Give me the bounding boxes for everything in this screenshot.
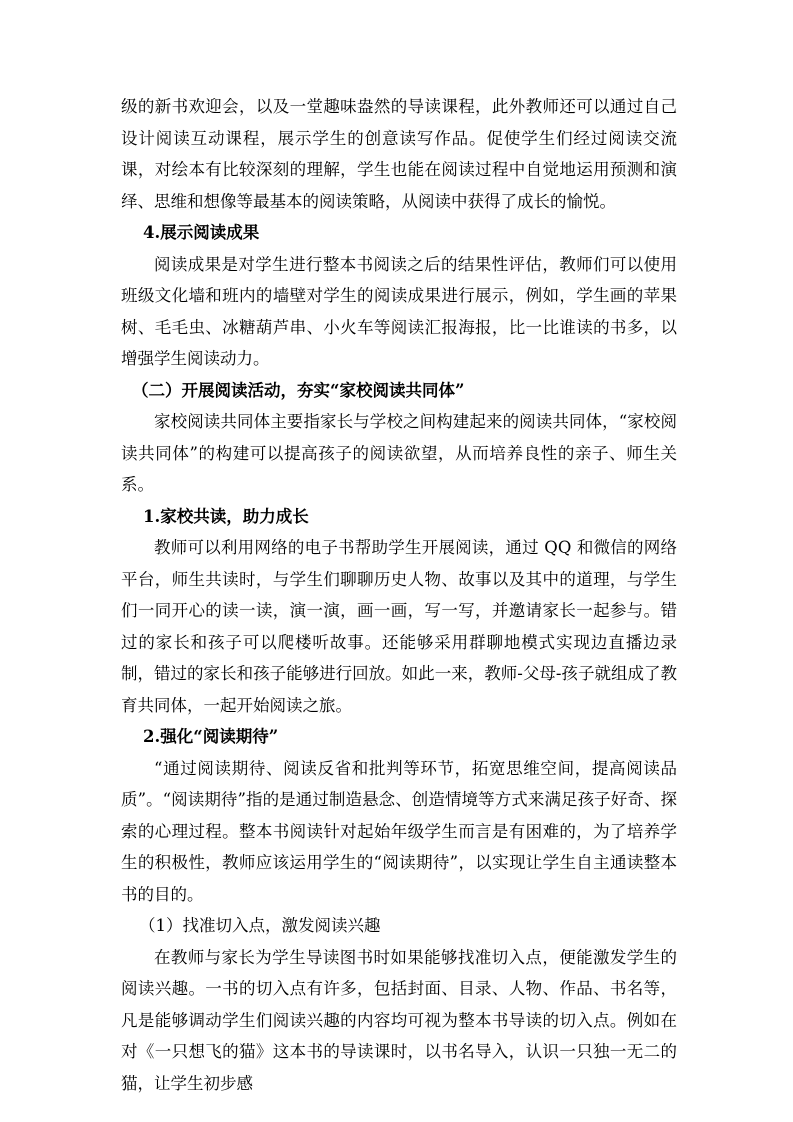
section-heading-reading-activities: （二）开展阅读活动，夯实“家校阅读共同体” xyxy=(132,380,465,400)
paragraph-reading-results: 阅读成果是对学生进行整本书阅读之后的结果性评估，教师们可以使用班级文化墙和班内的墙壁对学生的阅读成果进行展示，例如，学生画的苹果树、毛毛虫、冰糖葫芦串、小火车等阅读汇报海报，比一比谁读的书多，以增强学生阅读动力。 xyxy=(121,254,677,368)
section-heading-display-results: 4.展示阅读成果 xyxy=(143,223,260,242)
paragraph-home-school-community: 家校阅读共同体主要指家长与学校之间构建起来的阅读共同体，“家校阅读共同体”的构建可以提高孩子的阅读欲望，从而培养良性的亲子、师生关系。 xyxy=(121,412,677,494)
section-heading-reading-expectation: 2.强化“阅读期待” xyxy=(143,727,279,746)
paragraph-reading-expectation: “通过阅读期待、阅读反省和批判等环节，拓宽思维空间，提高阅读品质”。“阅读期待”指的是通过制造悬念、创造情境等方式来满足孩子好奇、探索的心理过程。整本书阅读针对起始年级学生而言是有困难的，为了培养学生的积极性，教师应该运用学生的“阅读期待”，以实现让学生自主通读整本书的目的。 xyxy=(121,758,677,904)
subsection-heading-entry-point: （1）找准切入点，激发阅读兴趣 xyxy=(139,916,381,935)
section-heading-co-reading: 1.家校共读，助力成长 xyxy=(143,506,309,526)
document-body xyxy=(121,91,677,1099)
paragraph-continued: 级的新书欢迎会，以及一堂趣味盎然的导读课程，此外教师还可以通过自己设计阅读互动课程，展示学生的创意读写作品。促使学生们经过阅读交流课，对绘本有比较深刻的理解，学生也能在阅读过程中自觉地运用预测和演绎、思维和想像等最基本的阅读策略，从阅读中获得了成长的愉悦。 xyxy=(121,97,677,211)
paragraph-online-reading: 教师可以利用网络的电子书帮助学生开展阅读，通过 QQ 和微信的网络平台，师生共读时，与学生们聊聊历史人物、故事以及其中的道理，与学生们一同开心的读一读，演一演，画一画，写一写，并邀请家长一起参与。错过的家长和孩子可以爬楼听故事。还能够采用群聊地模式实现边直播边录制，错过的家长和孩子能够进行回放。如此一来，教师-父母-孩子就组成了教育共同体，一起开始阅读之旅。 xyxy=(121,538,677,715)
paragraph-entry-point: 在教师与家长为学生导读图书时如果能够找准切入点，便能激发学生的阅读兴趣。一书的切入点有许多，包括封面、目录、人物、作品、书名等，凡是能够调动学生们阅读兴趣的内容均可视为整本书导读的切入点。例如在对《一只想飞的猫》这本书的导读课时，以书名导入，认识一只独一无二的猫，让学生初步感 xyxy=(121,947,677,1093)
